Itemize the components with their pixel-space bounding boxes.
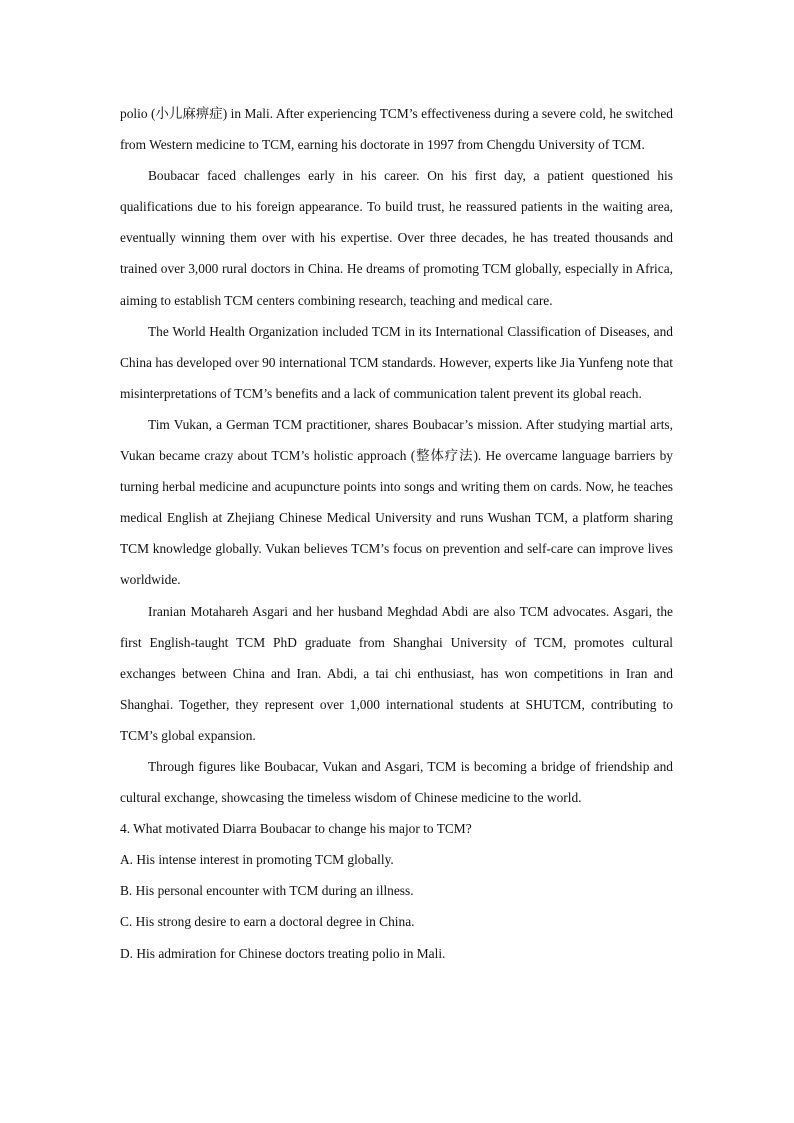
article-paragraph-1: polio (小儿麻痹症) in Mali. After experiencing TCM’s effectiveness during a severe cold, he switched from Western medicine to TCM, earning his doctorate in 1997 from Chengdu University of TCM. (120, 106, 673, 153)
article-paragraph-5: Iranian Motahareh Asgari and her husband Meghdad Abdi are also TCM advocates. Asgari, the first English-taught TCM PhD graduate from Shanghai University of TCM, promotes cultural exchanges between China and Iran. Abdi, a tai chi enthusiast, has won competitions in Iran and Shanghai. Together, they represent over 1,000 international students at SHUTCM, contributing to TCM’s global expansion. (120, 603, 673, 743)
question-stem: 4. What motivated Diarra Boubacar to change his major to TCM? (120, 821, 472, 837)
document-body (120, 98, 673, 969)
article-paragraph-2: Boubacar faced challenges early in his career. On his first day, a patient questioned his qualifications due to his foreign appearance. To build trust, he reassured patients in the waiting area, eventually winning them over with his expertise. Over three decades, he has treated thousands and trained over 3,000 rural doctors in China. He dreams of promoting TCM globally, especially in Africa, aiming to establish TCM centers combining research, teaching and medical care. (120, 168, 673, 308)
question-option-d: D. His admiration for Chinese doctors treating polio in Mali. (120, 945, 446, 961)
question-option-c: C. His strong desire to earn a doctoral degree in China. (120, 914, 415, 930)
article-paragraph-4: Tim Vukan, a German TCM practitioner, shares Boubacar’s mission. After studying martial arts, Vukan became crazy about TCM’s holistic approach (整体疗法). He overcame language barriers by turning herbal medicine and acupuncture points into songs and writing them on cards. Now, he teaches medical English at Zhejiang Chinese Medical University and runs Wushan TCM, a platform sharing TCM knowledge globally. Vukan believes TCM’s focus on prevention and self-care can improve lives worldwide. (120, 416, 673, 588)
article-paragraph-3: The World Health Organization included TCM in its International Classification of Diseases, and China has developed over 90 international TCM standards. However, experts like Jia Yunfeng note that misinterpretations of TCM’s benefits and a lack of communication talent prevent its global reach. (120, 323, 673, 401)
question-option-a: A. His intense interest in promoting TCM globally. (120, 852, 394, 868)
article-paragraph-6: Through figures like Boubacar, Vukan and Asgari, TCM is becoming a bridge of friendship and cultural exchange, showcasing the timeless wisdom of Chinese medicine to the world. (120, 758, 673, 806)
question-option-b: B. His personal encounter with TCM during an illness. (120, 883, 414, 899)
